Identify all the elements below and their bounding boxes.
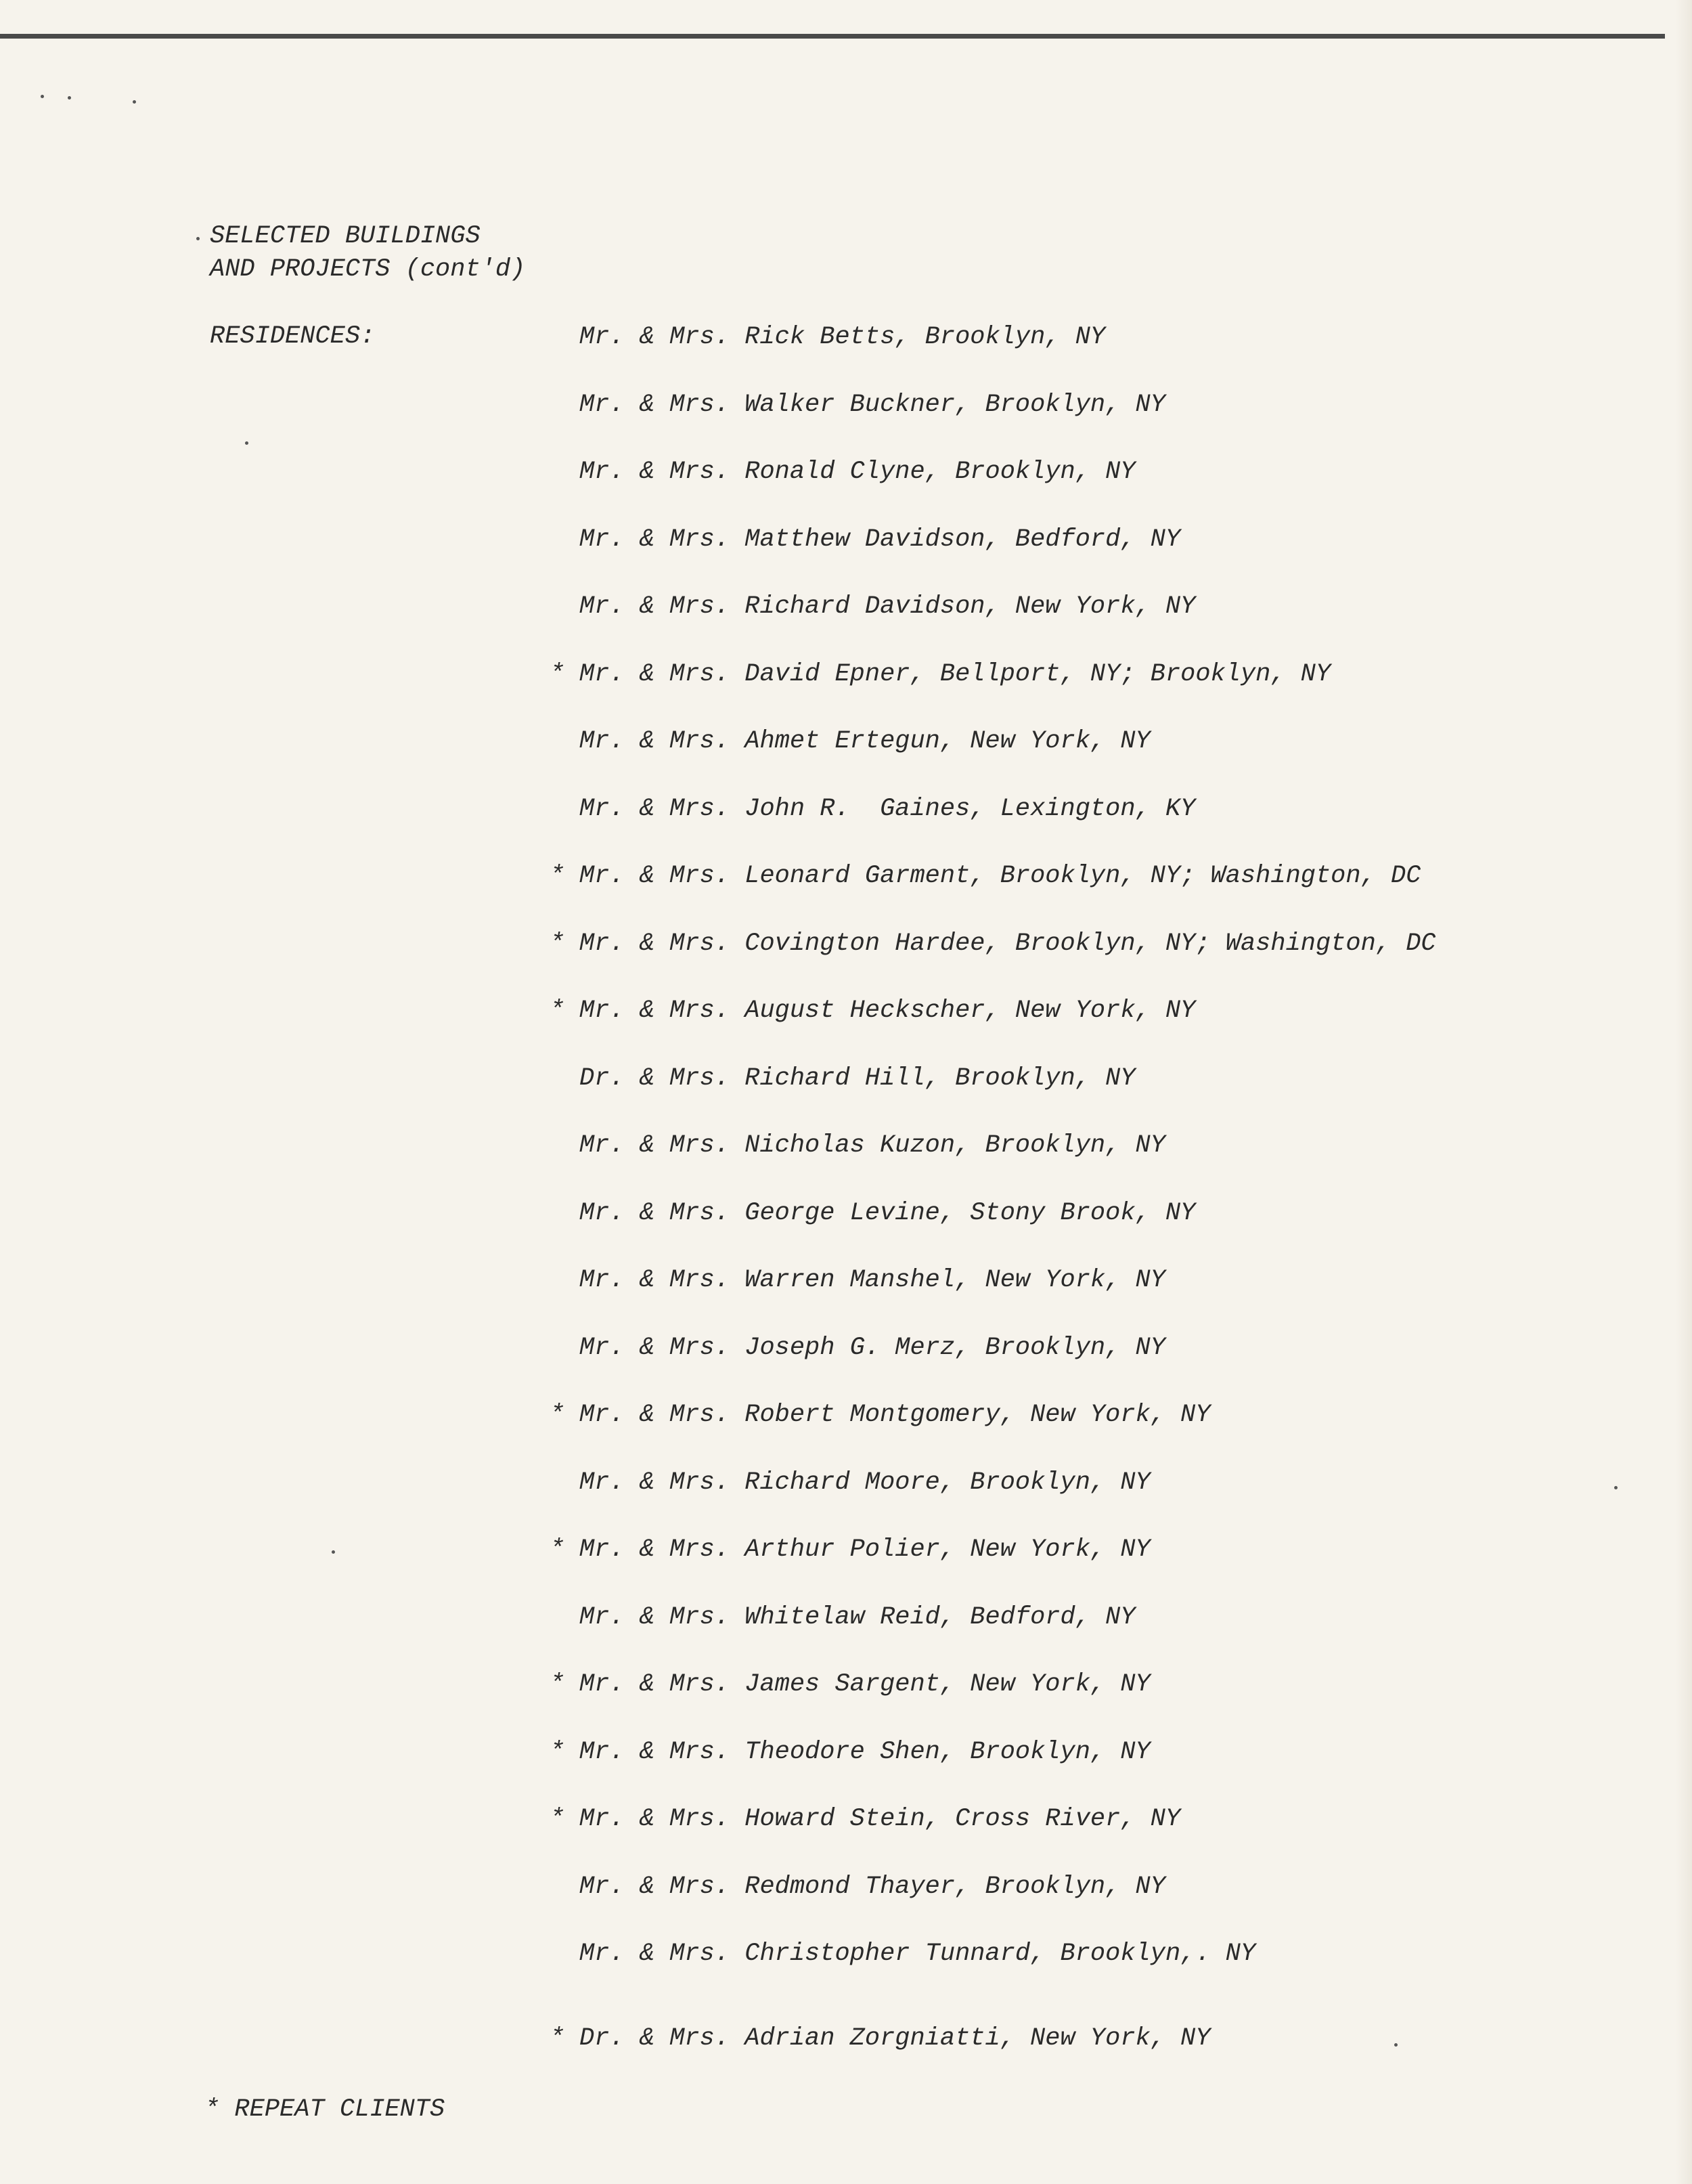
speck [332,1550,335,1554]
residence-entry: Mr. & Mrs. John R. Gaines, Lexington, KY [579,795,1196,823]
list-item [550,1264,1165,1296]
residence-entry: Mr. & Mrs. Nicholas Kuzon, Brooklyn, NY [579,1131,1165,1160]
residence-entry: Mr. & Mrs. Ronald Clyne, Brooklyn, NY [579,458,1136,486]
residence-entry: Mr. & Mrs. Leonard Garment, Brooklyn, NY; Washington, DC [579,862,1421,890]
list-item [550,456,1136,488]
residence-entry: Mr. & Mrs. Howard Stein, Cross River, NY [579,1805,1181,1833]
page-edge [1676,0,1692,2184]
list-item [550,1197,1195,1229]
list-item [550,1871,1165,1903]
residence-entry: Mr. & Mrs. Rick Betts, Brooklyn, NY [579,323,1106,351]
residence-entry: Mr. & Mrs. August Heckscher, New York, NY [579,997,1196,1025]
residence-entry: Mr. & Mrs. Ahmet Ertegun, New York, NY [579,727,1151,756]
residence-entry: Dr. & Mrs. Richard Hill, Brooklyn, NY [579,1064,1136,1093]
residence-entry: Mr. & Mrs. Covington Hardee, Brooklyn, NY; Washington, DC [579,930,1436,958]
residence-entry: Mr. & Mrs. Robert Montgomery, New York, NY [579,1401,1211,1429]
residence-entry: Mr. & Mrs. Joseph G. Merz, Brooklyn, NY [579,1334,1165,1362]
residence-entry: Mr. & Mrs. Walker Buckner, Brooklyn, NY [579,391,1165,419]
residence-entry: Mr. & Mrs. Theodore Shen, Brooklyn, NY [579,1738,1151,1766]
list-item [550,1399,1211,1431]
speck [68,96,71,100]
list-item [550,658,1331,691]
list-item [550,725,1151,758]
residence-entry: Dr. & Mrs. Adrian Zorgniatti, New York, NY [579,2024,1211,2053]
list-item [550,321,1105,353]
section-label-residences: RESIDENCES: [210,322,376,351]
footnote-repeat-clients: * REPEAT CLIENTS [204,2095,445,2124]
list-item [550,1803,1180,1835]
list-item [550,995,1195,1027]
list-item [550,793,1195,825]
repeat-client-marker: * [550,930,565,958]
speck [1394,2043,1398,2047]
residence-entry: Mr. & Mrs. Warren Manshel, New York, NY [579,1266,1165,1294]
list-item [550,1332,1165,1364]
list-item [550,2022,1211,2055]
residence-entry: Mr. & Mrs. Richard Moore, Brooklyn, NY [579,1468,1151,1497]
repeat-client-marker: * [550,1670,565,1699]
heading-line-1: SELECTED BUILDINGS [210,222,481,250]
list-item [550,1533,1151,1566]
residence-entry: Mr. & Mrs. Christopher Tunnard, Brooklyn,. NY [579,1940,1256,1968]
list-item [550,1466,1151,1499]
list-item [550,590,1195,623]
speck [245,441,248,445]
repeat-client-marker: * [550,660,565,689]
residence-entry: Mr. & Mrs. Whitelaw Reid, Bedford, NY [579,1603,1136,1632]
repeat-client-marker: * [550,997,565,1025]
residence-entry: Mr. & Mrs. George Levine, Stony Brook, NY [579,1199,1196,1227]
list-item [550,1938,1255,1970]
residence-entry: Mr. & Mrs. Matthew Davidson, Bedford, NY [579,525,1181,554]
list-item [550,1062,1136,1095]
residence-entry: Mr. & Mrs. David Epner, Bellport, NY; Brooklyn, NY [579,660,1331,689]
list-item [550,1601,1136,1634]
residence-entry: Mr. & Mrs. James Sargent, New York, NY [579,1670,1151,1699]
heading-line-2: AND PROJECTS (cont'd) [210,255,526,284]
list-item [550,1129,1165,1162]
repeat-client-marker: * [550,1738,565,1766]
repeat-client-marker: * [550,2024,565,2053]
list-item [550,523,1180,556]
list-item [550,927,1436,960]
residence-entry: Mr. & Mrs. Richard Davidson, New York, NY [579,592,1196,621]
residence-entry: Mr. & Mrs. Redmond Thayer, Brooklyn, NY [579,1873,1165,1901]
list-item [550,389,1165,421]
speck [41,95,44,98]
residence-entry: Mr. & Mrs. Arthur Polier, New York, NY [579,1535,1151,1564]
list-item [550,1736,1151,1768]
repeat-client-marker: * [550,1401,565,1429]
list-item [550,860,1421,892]
list-item [550,1668,1151,1701]
speck [196,237,200,240]
repeat-client-marker: * [550,862,565,890]
top-rule [0,34,1665,39]
repeat-client-marker: * [550,1805,565,1833]
speck [133,100,136,104]
repeat-client-marker: * [550,1535,565,1564]
speck [1614,1486,1618,1489]
